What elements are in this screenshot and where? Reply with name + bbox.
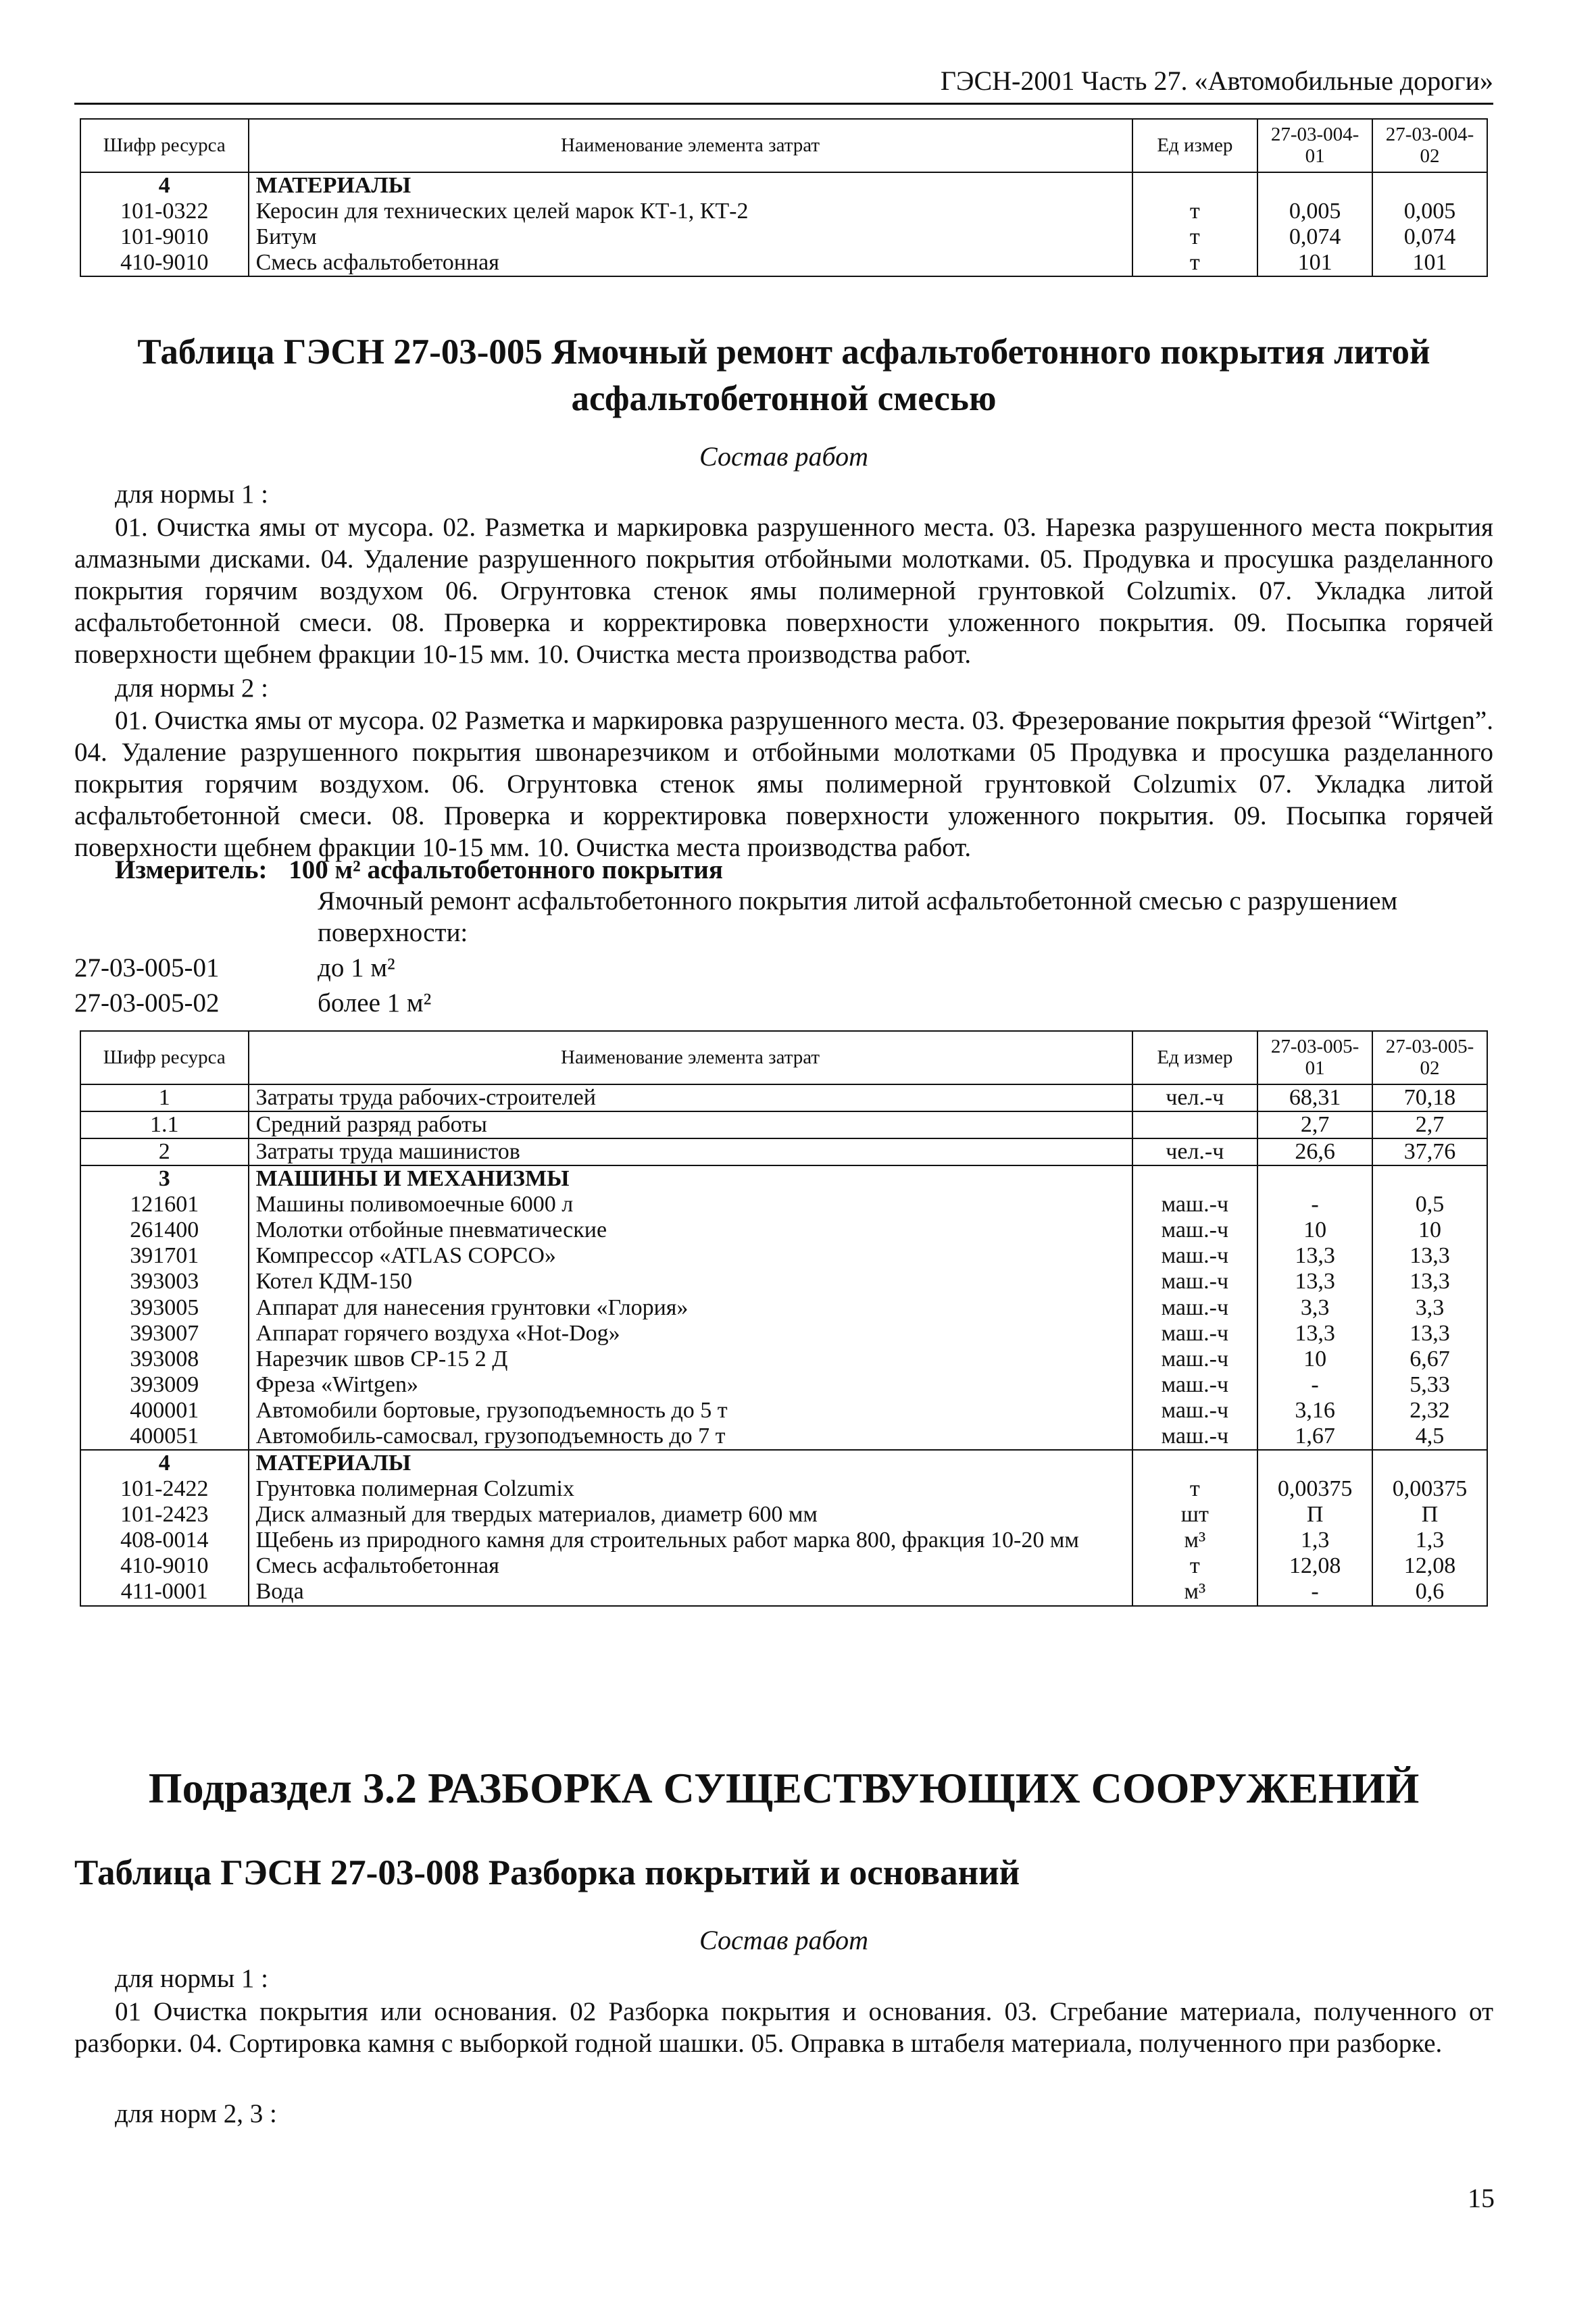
cell-unit: т — [1132, 224, 1258, 250]
cell-unit: т — [1132, 1476, 1258, 1502]
col-header-norm-2: 27-03-004-02 — [1372, 119, 1487, 172]
cell-unit — [1132, 1165, 1258, 1192]
cell-name: Автомобили бортовые, грузоподъемность до 5 т — [249, 1398, 1132, 1424]
cell-code: 1 — [80, 1084, 249, 1111]
cell-name: МАТЕРИАЛЫ — [249, 172, 1132, 199]
cell-name: Компрессор «ATLAS COPCO» — [249, 1243, 1132, 1269]
norm23-label-008: для норм 2, 3 : — [115, 2099, 277, 2128]
table-row — [80, 1476, 1487, 1502]
cell-unit — [1132, 1111, 1258, 1138]
norm1-text: 01. Очистка ямы от мусора. 02. Разметка и маркировка разрушенного места. 03. Нарезка разрушенного места покрытия алмазными дисками. 04. Удаление разрушенного покрытия отбойными молотками. 05. Продувка и просушка разделанного покрытия горячим воздухом 06. Огрунтовка стенок ямы полимерной грунтовкой Colzumix. 07. Укладка литой асфальтобетонной смеси. 08. Проверка и корректировка поверхности уложенного покрытия. 09. Посыпка горячей поверхности щебнем фракции 10-15 мм. 10. Очистка места производства работ. — [74, 513, 1493, 669]
page-number: 15 — [1468, 2183, 1495, 2213]
cell-name: Затраты труда рабочих-строителей — [249, 1084, 1132, 1111]
table-row — [80, 1398, 1487, 1424]
table-row — [80, 199, 1487, 224]
variant-2-code: 27-03-005-02 — [74, 988, 220, 1017]
cell-name: Битум — [249, 224, 1132, 250]
cell-v1: - — [1257, 1192, 1372, 1217]
cell-unit: м³ — [1132, 1579, 1258, 1605]
cell-v1 — [1257, 172, 1372, 199]
cell-name: Щебень из природного камня для строительных работ марка 800, фракция 10-20 мм — [249, 1528, 1132, 1553]
measure-label: Измеритель: — [115, 855, 268, 884]
cell-code: 393007 — [80, 1321, 249, 1347]
measure-value: 100 м² асфальтобетонного покрытия — [289, 855, 723, 884]
resource-table-005 — [80, 1030, 1488, 1607]
cell-unit: м³ — [1132, 1528, 1258, 1553]
col-header-name: Наименование элемента затрат — [249, 119, 1132, 172]
col-header-norm-1: 27-03-004-01 — [1257, 119, 1372, 172]
variant-1-text: до 1 м² — [318, 953, 395, 982]
cell-code: 411-0001 — [80, 1579, 249, 1605]
table-row — [80, 1084, 1487, 1111]
cell-name: Вода — [249, 1579, 1132, 1605]
col-header-norm-2: 27-03-005-02 — [1372, 1031, 1487, 1084]
table-row — [80, 1111, 1487, 1138]
cell-v1: - — [1257, 1579, 1372, 1605]
cell-code: 2 — [80, 1138, 249, 1165]
cell-v1: 3,3 — [1257, 1295, 1372, 1321]
table-row — [80, 1450, 1487, 1476]
cell-name: Затраты труда машинистов — [249, 1138, 1132, 1165]
col-header-code: Шифр ресурса — [80, 119, 249, 172]
measure-line — [115, 855, 723, 885]
table-row — [80, 1579, 1487, 1605]
cell-name: Машины поливомоечные 6000 л — [249, 1192, 1132, 1217]
cell-v2 — [1372, 1450, 1487, 1476]
cell-unit: маш.-ч — [1132, 1269, 1258, 1294]
cell-unit: маш.-ч — [1132, 1398, 1258, 1424]
cell-code: 393008 — [80, 1347, 249, 1372]
cell-code: 410-9010 — [80, 1553, 249, 1579]
cell-name: Средний разряд работы — [249, 1111, 1132, 1138]
table-row — [80, 1138, 1487, 1165]
cell-unit: т — [1132, 250, 1258, 276]
cell-unit: маш.-ч — [1132, 1192, 1258, 1217]
running-header: ГЭСН-2001 Часть 27. «Автомобильные дороги» — [940, 66, 1493, 96]
cell-code: 4 — [80, 172, 249, 199]
cell-name: Нарезчик швов СР-15 2 Д — [249, 1347, 1132, 1372]
cell-code: 4 — [80, 1450, 249, 1476]
subsection-title: Подраздел 3.2 РАЗБОРКА СУЩЕСТВУЮЩИХ СООРУЖЕНИЙ — [148, 1764, 1420, 1812]
cell-name: Грунтовка полимерная Colzumix — [249, 1476, 1132, 1502]
cell-unit: маш.-ч — [1132, 1321, 1258, 1347]
cell-unit: шт — [1132, 1502, 1258, 1528]
table-row — [80, 1269, 1487, 1294]
cell-v2: 0,005 — [1372, 199, 1487, 224]
cell-v1: 12,08 — [1257, 1553, 1372, 1579]
cell-v1 — [1257, 1165, 1372, 1192]
col-header-unit: Ед измер — [1132, 1031, 1258, 1084]
cell-v1: 101 — [1257, 250, 1372, 276]
cell-v2: 5,33 — [1372, 1372, 1487, 1398]
cell-name: МАТЕРИАЛЫ — [249, 1450, 1132, 1476]
table-row — [80, 224, 1487, 250]
cell-v1 — [1257, 1450, 1372, 1476]
cell-name: МАШИНЫ И МЕХАНИЗМЫ — [249, 1165, 1132, 1192]
norm-description: Ямочный ремонт асфальтобетонного покрытия литой асфальтобетонной смесью с разрушением поверхности: — [318, 886, 1398, 947]
cell-v2: 1,3 — [1372, 1528, 1487, 1553]
table-row — [80, 250, 1487, 276]
header-rule — [74, 103, 1493, 105]
cell-v1: - — [1257, 1372, 1372, 1398]
cell-code: 400051 — [80, 1424, 249, 1450]
cell-code: 408-0014 — [80, 1528, 249, 1553]
cell-code: 393003 — [80, 1269, 249, 1294]
table-row — [80, 1553, 1487, 1579]
cell-name: Аппарат горячего воздуха «Hot-Dog» — [249, 1321, 1132, 1347]
cell-unit: чел.-ч — [1132, 1138, 1258, 1165]
cell-code: 3 — [80, 1165, 249, 1192]
cell-v2 — [1372, 1165, 1487, 1192]
cell-v1: 1,3 — [1257, 1528, 1372, 1553]
table-row — [80, 172, 1487, 199]
table-row — [80, 1347, 1487, 1372]
cell-name: Автомобиль-самосвал, грузоподъемность до 7 т — [249, 1424, 1132, 1450]
cell-v2: 13,3 — [1372, 1321, 1487, 1347]
composition-heading-008: Состав работ — [699, 1925, 868, 1955]
cell-v2: 2,7 — [1372, 1111, 1487, 1138]
cell-v2: 37,76 — [1372, 1138, 1487, 1165]
cell-unit — [1132, 172, 1258, 199]
cell-code: 101-2423 — [80, 1502, 249, 1528]
table-row — [80, 1528, 1487, 1553]
cell-unit: маш.-ч — [1132, 1295, 1258, 1321]
cell-code: 393005 — [80, 1295, 249, 1321]
table-005-title: Таблица ГЭСН 27-03-005 Ямочный ремонт асфальтобетонного покрытия литой асфальтобетонной смесью — [137, 332, 1430, 418]
col-header-unit: Ед измер — [1132, 119, 1258, 172]
cell-v2: 0,074 — [1372, 224, 1487, 250]
col-header-norm-1: 27-03-005-01 — [1257, 1031, 1372, 1084]
cell-v1: 10 — [1257, 1347, 1372, 1372]
cell-v2: 6,67 — [1372, 1347, 1487, 1372]
table-header-row — [80, 119, 1487, 172]
norm2-text: 01. Очистка ямы от мусора. 02 Разметка и маркировка разрушенного места. 03. Фрезерование покрытия фрезой “Wirtgen”. 04. Удаление разрушенного покрытия швонарезчиком и отбойными молотками 05 Продувка и просушка разделанного покрытия горячим воздухом. 06. Огрунтовка стенок ямы полимерной грунтовкой Colzumix 07. Укладка литой асфальтобетонной смеси. 08. Проверка и корректировка поверхности уложенного покрытия. 09. Посыпка горячей поверхности щебнем фракции 10-15 мм. 10. Очистка места производства работ. — [74, 706, 1493, 862]
cell-name: Аппарат для нанесения грунтовки «Глория» — [249, 1295, 1132, 1321]
norm1-label-008: для нормы 1 : — [115, 1964, 268, 1993]
cell-v1: 13,3 — [1257, 1321, 1372, 1347]
cell-v1: 0,005 — [1257, 199, 1372, 224]
table-row — [80, 1295, 1487, 1321]
cell-unit: чел.-ч — [1132, 1084, 1258, 1111]
cell-unit: маш.-ч — [1132, 1217, 1258, 1243]
cell-v2: 3,3 — [1372, 1295, 1487, 1321]
cell-v2: 0,5 — [1372, 1192, 1487, 1217]
cell-unit: т — [1132, 199, 1258, 224]
cell-code: 121601 — [80, 1192, 249, 1217]
norm2-label: для нормы 2 : — [115, 674, 268, 703]
table-row — [80, 1243, 1487, 1269]
cell-name: Диск алмазный для твердых материалов, диаметр 600 мм — [249, 1502, 1132, 1528]
cell-code: 101-0322 — [80, 199, 249, 224]
cell-name: Котел КДМ-150 — [249, 1269, 1132, 1294]
cell-v2: 0,00375 — [1372, 1476, 1487, 1502]
norm1-label: для нормы 1 : — [115, 480, 268, 509]
cell-v1: 2,7 — [1257, 1111, 1372, 1138]
col-header-code: Шифр ресурса — [80, 1031, 249, 1084]
cell-unit — [1132, 1450, 1258, 1476]
cell-unit: маш.-ч — [1132, 1372, 1258, 1398]
resource-table-004 — [80, 118, 1488, 277]
cell-name: Молотки отбойные пневматические — [249, 1217, 1132, 1243]
cell-v1: 3,16 — [1257, 1398, 1372, 1424]
cell-name: Смесь асфальтобетонная — [249, 250, 1132, 276]
cell-v2 — [1372, 172, 1487, 199]
cell-v2: 4,5 — [1372, 1424, 1487, 1450]
cell-code: 261400 — [80, 1217, 249, 1243]
cell-v1: 26,6 — [1257, 1138, 1372, 1165]
table-row — [80, 1502, 1487, 1528]
cell-code: 101-9010 — [80, 224, 249, 250]
cell-name: Фреза «Wirtgen» — [249, 1372, 1132, 1398]
cell-code: 400001 — [80, 1398, 249, 1424]
table-row — [80, 1424, 1487, 1450]
cell-v1: П — [1257, 1502, 1372, 1528]
cell-v2: П — [1372, 1502, 1487, 1528]
variant-1-code: 27-03-005-01 — [74, 953, 220, 982]
table-row — [80, 1192, 1487, 1217]
cell-code: 410-9010 — [80, 250, 249, 276]
table-row — [80, 1165, 1487, 1192]
cell-v2: 2,32 — [1372, 1398, 1487, 1424]
cell-v1: 68,31 — [1257, 1084, 1372, 1111]
cell-unit: т — [1132, 1553, 1258, 1579]
variant-2-text: более 1 м² — [318, 988, 432, 1017]
cell-unit: маш.-ч — [1132, 1347, 1258, 1372]
table-row — [80, 1372, 1487, 1398]
table-row — [80, 1217, 1487, 1243]
table-row — [80, 1321, 1487, 1347]
table-008-title: Таблица ГЭСН 27-03-008 Разборка покрытий и оснований — [74, 1853, 1020, 1892]
table-header-row — [80, 1031, 1487, 1084]
cell-v2: 12,08 — [1372, 1553, 1487, 1579]
cell-unit: маш.-ч — [1132, 1243, 1258, 1269]
cell-v2: 10 — [1372, 1217, 1487, 1243]
cell-v1: 0,074 — [1257, 224, 1372, 250]
cell-name: Керосин для технических целей марок КТ-1, КТ-2 — [249, 199, 1132, 224]
cell-v1: 13,3 — [1257, 1269, 1372, 1294]
cell-v1: 10 — [1257, 1217, 1372, 1243]
composition-heading: Состав работ — [699, 441, 868, 472]
cell-v2: 13,3 — [1372, 1269, 1487, 1294]
cell-v1: 1,67 — [1257, 1424, 1372, 1450]
cell-v2: 0,6 — [1372, 1579, 1487, 1605]
cell-name: Смесь асфальтобетонная — [249, 1553, 1132, 1579]
cell-code: 393009 — [80, 1372, 249, 1398]
cell-code: 101-2422 — [80, 1476, 249, 1502]
cell-v2: 101 — [1372, 250, 1487, 276]
cell-code: 391701 — [80, 1243, 249, 1269]
cell-v1: 0,00375 — [1257, 1476, 1372, 1502]
cell-v2: 13,3 — [1372, 1243, 1487, 1269]
col-header-name: Наименование элемента затрат — [249, 1031, 1132, 1084]
cell-code: 1.1 — [80, 1111, 249, 1138]
cell-unit: маш.-ч — [1132, 1424, 1258, 1450]
cell-v1: 13,3 — [1257, 1243, 1372, 1269]
norm1-text-008: 01 Очистка покрытия или основания. 02 Разборка покрытия и основания. 03. Сгребание материала, полученного от разборки. 04. Сортировка камня с выборкой годной шашки. 05. Оправка в штабеля материала, полученного при разборке. — [74, 1997, 1493, 2058]
cell-v2: 70,18 — [1372, 1084, 1487, 1111]
